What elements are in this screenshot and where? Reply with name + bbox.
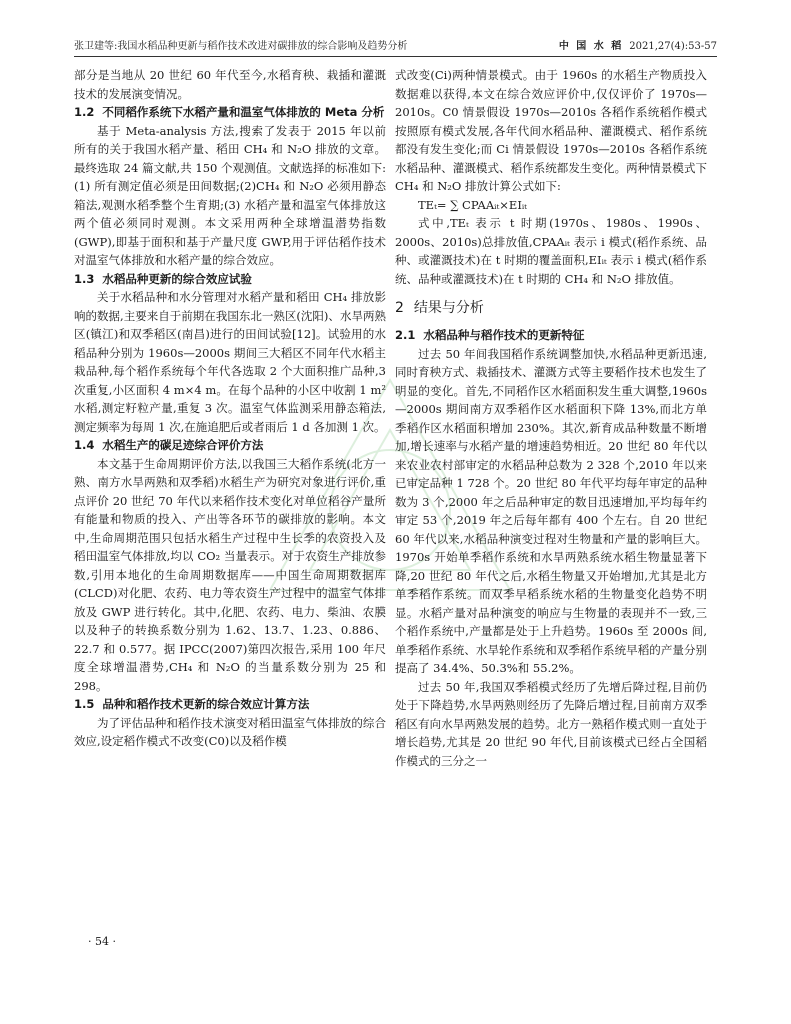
right-column	[395, 66, 707, 770]
paragraph: 基于 Meta-analysis 方法,搜索了发表于 2015 年以前所有的关于我国水稻产量、稻田 CH₄ 和 N₂O 排放的文章。最终选取 24 篇文献,共 150 个观测值。文献选择的标准如下:(1) 所有测定值必须是田间数据;(2)CH₄ 和 N₂O 必须用静态箱法,观测水稻季整个生育期;(3) 水稻产量和温室气体排放这两个值必须同时观测。本文采用两种全球增温潜势指数(GWP),即基于面积和基于产量尺度 GWP,用于评估稻作技术对温室气体排放和水稻产量的综合效应。	[74, 123, 386, 267]
section-heading-2	[395, 298, 707, 318]
paragraph: 部分是当地从 20 世纪 60 年代至今,水稻育秧、栽插和灌溉技术的发展演变情况。	[74, 68, 386, 101]
paragraph: 过去 50 年,我国双季稻模式经历了先增后降过程,目前仍处于下降趋势,水旱两熟则经历了先降后增过程,目前南方双季稻区有向水旱两熟发展的趋势。北方一熟稻作模式则一直处于增长趋势,尤其是 20 世纪 90 年代,目前该模式已经占全国稻作模式的三分之一	[395, 679, 707, 768]
paragraph: 关于水稻品种和水分管理对水稻产量和稻田 CH₄ 排放影响的数据,主要来自于前期在我国东北一熟区(沈阳)、水旱两熟区(镇江)和双季稻区(南昌)进行的田间试验[12]。试验用的水稻品种分别为 1960s—2000s 期间三大稻区不同年代水稻主栽品种,每个稻作系统每个年代各选取 2 个大面积推广品种,3 次重复,小区面积 4 m×4 m。在每个品种的小区中收割 1 m² 水稻,测定籽粒产量,重复 3 次。温室气体监测采用静态箱法,测定频率为每周 1 次,在施追肥后或者雨后 1 d 各加测 1 次。	[74, 290, 386, 434]
section-heading-1-5	[74, 695, 386, 714]
page-number: · 54 ·	[88, 935, 116, 948]
section-title: 水稻品种更新的综合效应试验	[102, 271, 252, 286]
header-article-title: 张卫建等:我国水稻品种更新与稻作技术改进对碳排放的综合影响及趋势分析	[74, 41, 408, 52]
section-number: 1.2	[74, 105, 95, 119]
section-heading-1-3	[74, 270, 386, 289]
running-header	[74, 40, 717, 56]
section-heading-1-4	[74, 436, 386, 455]
header-journal-info	[559, 40, 717, 54]
paragraph: 为了评估品种和稻作技术演变对稻田温室气体排放的综合效应,设定稻作模式不改变(C0)以及稻作模	[74, 715, 386, 748]
section-title: 水稻品种与稻作技术的更新特征	[423, 328, 585, 342]
section-heading-2-1	[395, 326, 707, 345]
left-column	[74, 66, 386, 751]
paragraph: 本文基于生命周期评价方法,以我国三大稻作系统(北方一熟、南方水旱两熟和双季稻)水稻生产为研究对象进行评价,重点评价 20 世纪 70 年代以来稻作技术变化对单位稻谷产量所有能量和物质的投入、产出等各环节的碳排放的影响。本文中,生命周期范围只包括水稻生产过程中生长季的农资投入及稻田温室气体排放,均以 CO₂ 当量表示。对于农资生产排放参数,引用本地化的生命周期数据库——中国生命周期数据库(CLCD)对化肥、农药、电力等农资生产过程中的温室气体排放及 GWP 进行转化。其中,化肥、农药、电力、柴油、农膜以及种子的转换系数分别为 1.62、13.7、1.23、0.886、22.7 和 0.577。据 IPCC(2007)第四次报告,采用 100 年尺度全球增温潜势,CH₄ 和 N₂O 的当量系数分别为 25 和 298。	[74, 456, 386, 693]
section-title: 不同稻作系统下水稻产量和温室气体排放的 Meta 分析	[102, 105, 385, 119]
paragraph: 式中,TEₜ 表示 t 时期(1970s、1980s、1990s、2000s、2010s)总排放值,CPAAᵢₜ 表示 i 模式(稻作系统、品种、或灌溉技术)在 t 时期的覆盖面积,EIᵢₜ 表示 i 模式(稻作系统、品种或灌溉技术)在 t 时期的 CH₄ 和 N₂O 排放值。	[395, 216, 707, 286]
section-heading-1-2	[74, 103, 386, 122]
section-number: 2	[395, 300, 404, 316]
section-title: 品种和稻作技术更新的综合效应计算方法	[102, 697, 310, 711]
header-citation: 2021,27(4):53-57	[629, 41, 717, 52]
paragraph: 过去 50 年间我国稻作系统调整加快,水稻品种更新迅速,同时育秧方式、栽插技术、灌溉方式等主要稻作技术也发生了明显的变化。首先,不同稻作区水稻面积发生重大调整,1960s—2000s 期间南方双季稻作区水稻面积下降 13%,而北方单季稻作区水稻面积增加 230%。其次,新育成品种数量不断增加,增长速率与水稻产量的增速趋势相近。20 世纪 80 年代以来农业农村部审定的水稻品种总数为 2 328 个,2010 年以来已审定品种 1 728 个。20 世纪 80 年代平均每年审定的品种数为 3 个,2000 年之后品种审定的数目迅速增加,平均每年约审定 53 个,2019 年之后每年都有 400 个左右。自 20 世纪 60 年代以来,水稻品种演变过程对生物量和产量的影响巨大。1970s 开始单季稻作系统和水旱两熟系统水稻生物量显著下降,20 世纪 80 年代之后,水稻生物量又开始增加,尤其是北方单季稻作系统。而双季早稻系统水稻的生物量变化趋势不明显。水稻产量对品种演变的响应与生物量的表现并不一致,三个稻作系统中,产量都是处于上升趋势。1960s 至 2000s 间,单季稻作系统、水旱轮作系统和双季稻作系统早稻的产量分别提高了 34.4%、50.3%和 55.2%。	[395, 346, 707, 675]
section-number: 2.1	[395, 328, 416, 342]
section-title: 水稻生产的碳足迹综合评价方法	[102, 438, 264, 452]
header-rule	[74, 56, 717, 57]
paragraph: 式改变(Ci)两种情景模式。由于 1960s 的水稻生产物质投入数据难以获得,本文在综合效应评价中,仅仅评价了 1970s—2010s。C0 情景假设 1970s—2010s 各稻作系统稻作模式按照原有模式发展,各年代间水稻品种、灌溉模式、稻作系统都没有发生变化;而 Ci 情景假设 1970s—2010s 各稻作系统水稻品种、灌溉模式、稻作系统都发生变化。两种情景模式下 CH₄ 和 N₂O 排放计算公式如下:	[395, 68, 707, 193]
section-number: 1.4	[74, 438, 95, 452]
section-number: 1.5	[74, 697, 95, 711]
header-journal-name: 中 国 水 稻	[558, 41, 624, 52]
section-number: 1.3	[74, 271, 95, 286]
equation: TEₜ= ∑ CPAAᵢₜ×EIᵢₜ	[418, 197, 528, 212]
section-title: 结果与分析	[413, 300, 484, 316]
